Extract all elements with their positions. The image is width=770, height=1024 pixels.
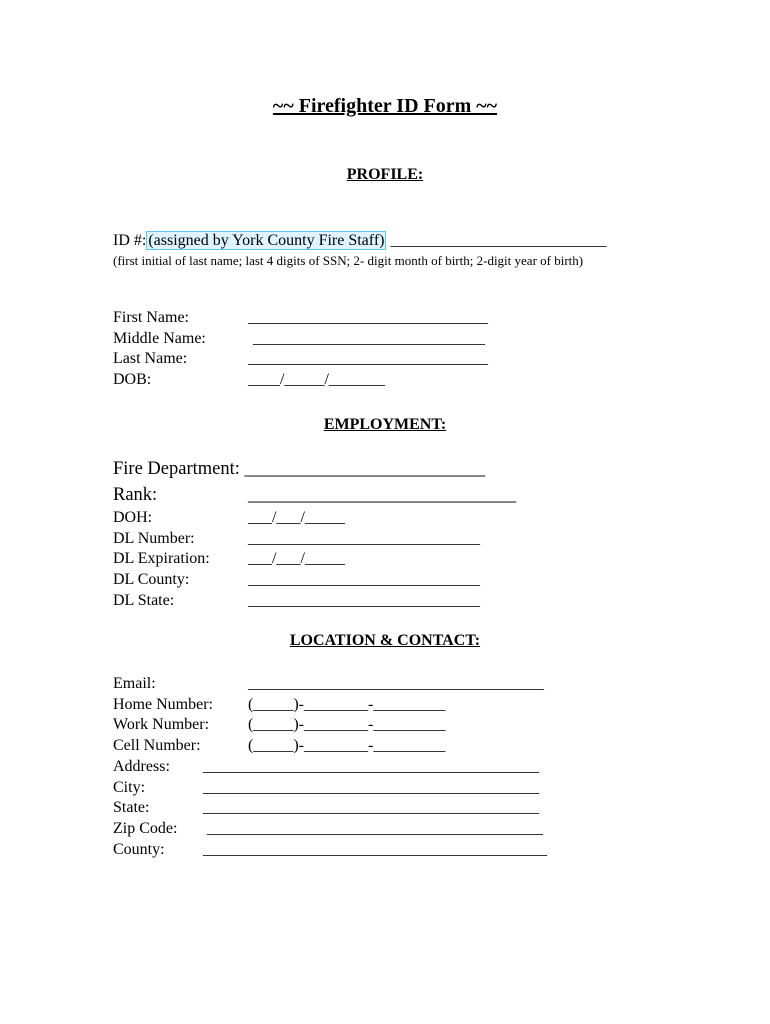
section-profile-heading: PROFILE: <box>346 166 424 183</box>
city-field[interactable]: __________________________________________ <box>203 779 539 796</box>
section-employment-heading: EMPLOYMENT: <box>323 416 447 433</box>
dl-state-label: DL State: <box>113 592 175 609</box>
cell-number-field[interactable]: (_____)-________-_________ <box>248 737 446 754</box>
dl-state-field[interactable]: _____________________________ <box>248 592 480 609</box>
dob-label: DOB: <box>113 371 152 388</box>
id-blank[interactable]: ___________________________ <box>390 232 607 249</box>
last-name-field[interactable]: ______________________________ <box>248 350 488 367</box>
county-field[interactable]: ___________________________________________ <box>203 841 547 858</box>
cell-number-label: Cell Number: <box>113 737 201 754</box>
home-number-field[interactable]: (_____)-________-_________ <box>248 696 446 713</box>
work-number-field[interactable]: (_____)-________-_________ <box>248 716 446 733</box>
doh-label: DOH: <box>113 509 153 526</box>
dl-number-label: DL Number: <box>113 530 195 547</box>
last-name-label: Last Name: <box>113 350 188 367</box>
middle-name-field[interactable]: _____________________________ <box>253 330 485 347</box>
email-field[interactable]: _____________________________________ <box>248 675 544 692</box>
dl-number-field[interactable]: _____________________________ <box>248 530 480 547</box>
rank-field[interactable]: _____________________________ <box>248 485 517 505</box>
rank-label: Rank: <box>113 485 158 505</box>
zip-code-field[interactable]: __________________________________________ <box>207 820 543 837</box>
first-name-label: First Name: <box>113 309 189 326</box>
fire-department-label: Fire Department: <box>113 459 240 479</box>
doh-field[interactable]: ___/___/_____ <box>248 509 345 526</box>
email-label: Email: <box>113 675 156 692</box>
id-format-note: (first initial of last name; last 4 digits of SSN; 2- digit month of birth; 2-digit year of birth) <box>113 253 584 268</box>
dl-county-label: DL County: <box>113 571 190 588</box>
address-field[interactable]: __________________________________________ <box>203 758 539 775</box>
county-label: County: <box>113 841 165 858</box>
dl-expiration-label: DL Expiration: <box>113 550 210 567</box>
fire-department-row <box>113 459 485 479</box>
fire-department-field[interactable]: __________________________ <box>244 459 486 479</box>
state-label: State: <box>113 799 150 816</box>
work-number-label: Work Number: <box>113 716 210 733</box>
id-label: ID #: <box>113 232 147 249</box>
city-label: City: <box>113 779 146 796</box>
dob-field[interactable]: ____/_____/_______ <box>248 371 385 388</box>
address-label: Address: <box>113 758 170 775</box>
dl-expiration-field[interactable]: ___/___/_____ <box>248 550 345 567</box>
id-row <box>113 231 606 251</box>
id-hint-highlight[interactable]: (assigned by York County Fire Staff) <box>148 232 385 249</box>
zip-code-label: Zip Code: <box>113 820 178 837</box>
home-number-label: Home Number: <box>113 696 213 713</box>
first-name-field[interactable]: ______________________________ <box>248 309 488 326</box>
state-field[interactable]: __________________________________________ <box>203 799 539 816</box>
section-location-heading: LOCATION & CONTACT: <box>289 632 481 649</box>
dl-county-field[interactable]: _____________________________ <box>248 571 480 588</box>
form-title: ~~ Firefighter ID Form ~~ <box>272 95 498 117</box>
middle-name-label: Middle Name: <box>113 330 206 347</box>
